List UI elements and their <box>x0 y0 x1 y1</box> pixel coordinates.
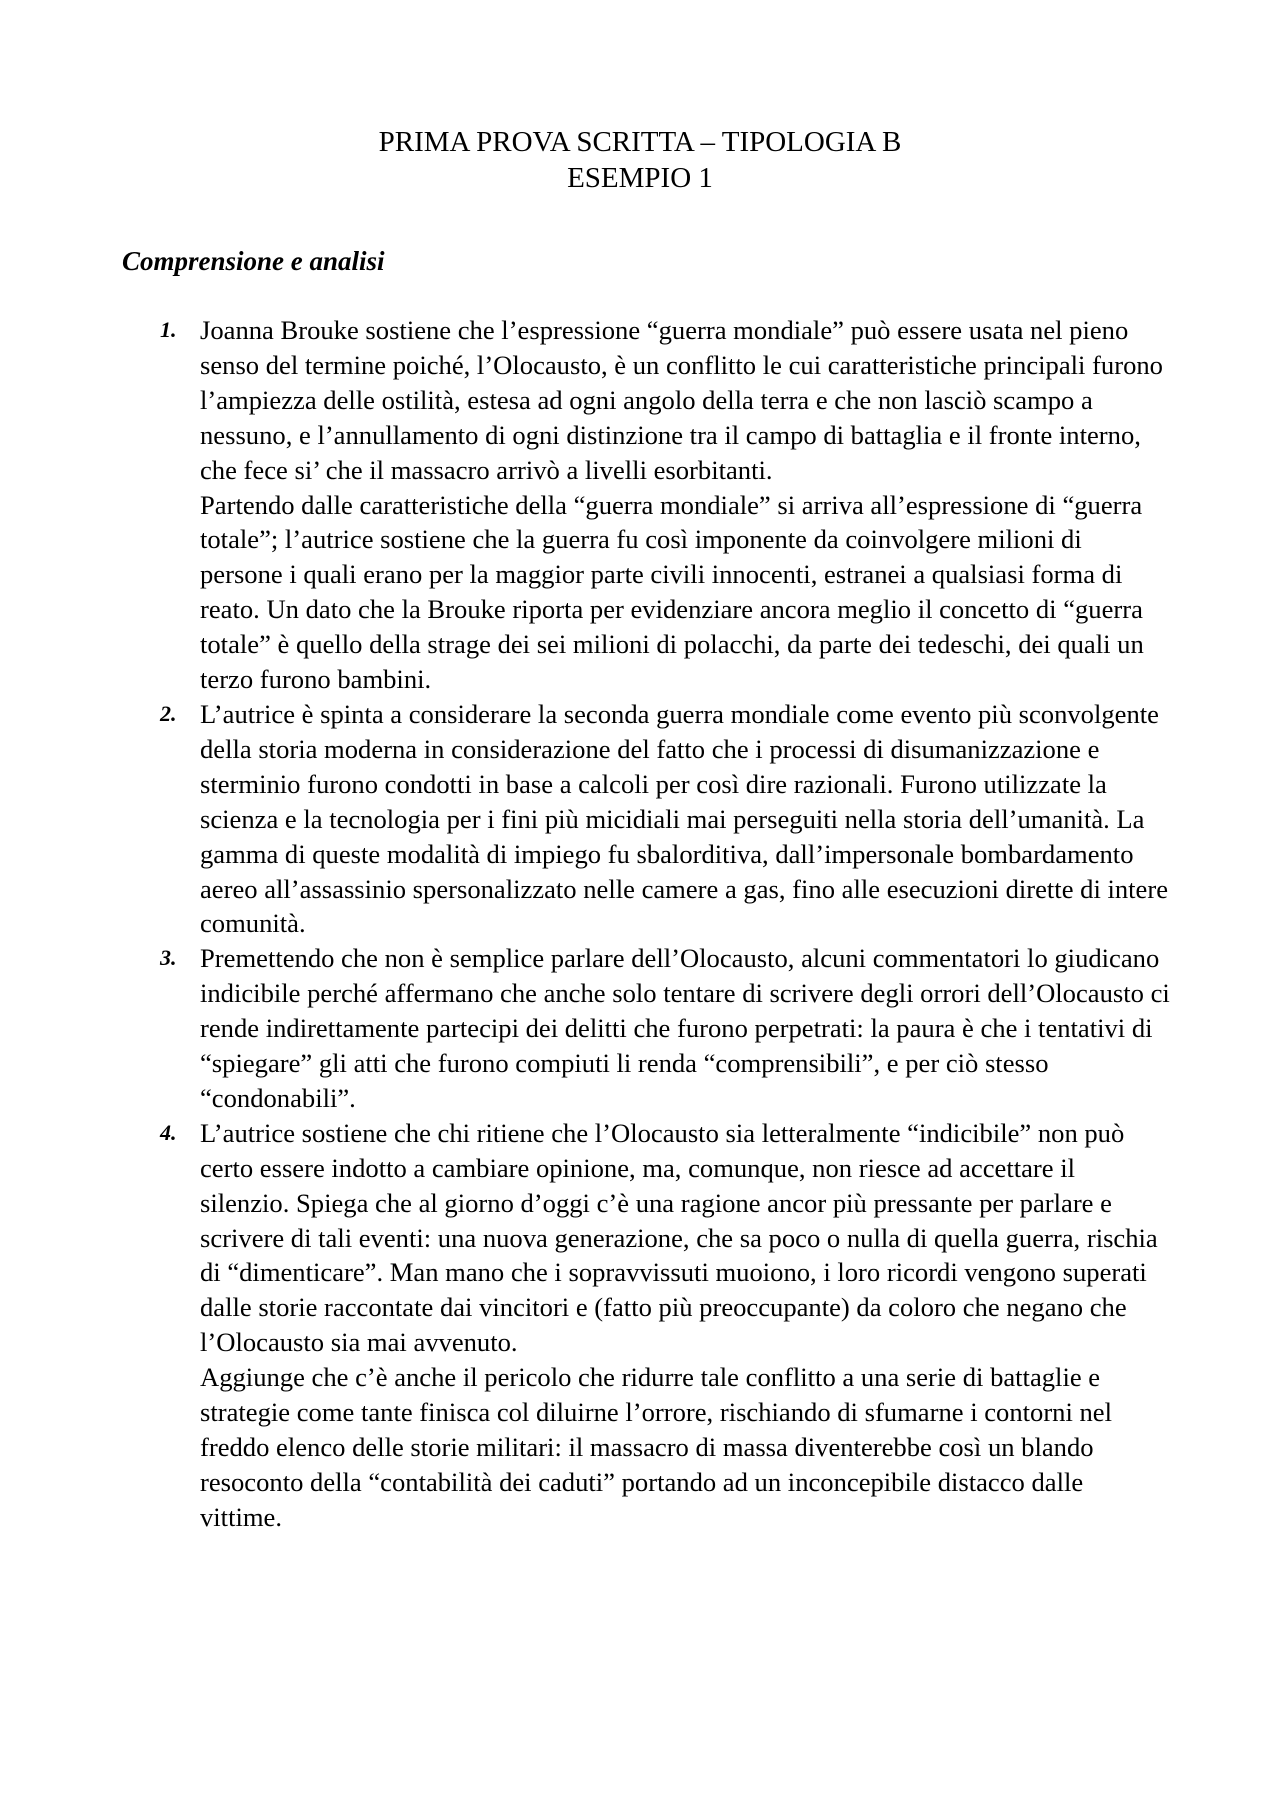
answer-paragraph: Aggiunge che c’è anche il pericolo che ridurre tale conflitto a una serie di battaglie e strategie come tante finisca col diluirne l’orrore, rischiando di sfumarne i contorni nel freddo elenco delle storie militari: il massacro di massa diventerebbe così un blando resoconto della “contabilità dei caduti” portando ad un inconcepibile distacco dalle vittime. <box>200 1362 1112 1532</box>
answer-number: 2. <box>160 700 177 726</box>
title-line-2: ESEMPIO 1 <box>567 162 713 194</box>
answers-list <box>160 313 1170 1535</box>
answer-paragraph: Premettendo che non è semplice parlare dell’Olocausto, alcuni commentatori lo giudicano indicibile perché affermano che anche solo tentare di scrivere degli orrori dell’Olocausto ci rende indirettamente partecipi dei delitti che furono perpetrati: la paura è che i tentativi di “spiegare” gli atti che furono compiuti li renda “comprensibili”, e per ciò stesso “condonabili”. <box>200 943 1170 1113</box>
answer-item-1 <box>160 313 1170 697</box>
answer-item-3 <box>160 941 1170 1116</box>
answer-paragraph: L’autrice è spinta a considerare la seconda guerra mondiale come evento più sconvolgente della storia moderna in considerazione del fatto che i processi di disumanizzazione e sterminio furono condotti in base a calcoli per così dire razionali. Furono utilizzate la scienza e la tecnologia per i fini più micidiali mai perseguiti nella storia dell’umanità. La gamma di queste modalità di impiego fu sbalorditiva, dall’impersonale bombardamento aereo all’assassinio spersonalizzato nelle camere a gas, fino alle esecuzioni dirette di intere comunità. <box>200 698 1169 939</box>
title-line-1: PRIMA PROVA SCRITTA – TIPOLOGIA B <box>378 126 902 158</box>
answer-paragraph: L’autrice sostiene che chi ritiene che l’Olocausto sia letteralmente “indicibile” non può certo essere indotto a cambiare opinione, ma, comunque, non riesce ad accettare il silenzio. Spiega che al giorno d’oggi c’è una ragione ancor più pressante per parlare e scrivere di tali eventi: una nuova generazione, che sa poco o nulla di quella guerra, rischia di “dimenticare”. Man mano che i sopravvissuti muoiono, i loro ricordi vengono superati dalle storie raccontate dai vincitori e (fatto più preoccupante) da coloro che negano che l’Olocausto sia mai avvenuto. <box>200 1117 1158 1358</box>
answer-paragraph: Partendo dalle caratteristiche della “guerra mondiale” si arriva all’espressione di “guerra totale”; l’autrice sostiene che la guerra fu così imponente da coinvolgere milioni di persone i quali erano per la maggior parte civili innocenti, estranei a qualsiasi forma di reato. Un dato che la Brouke riporta per evidenziare ancora meglio il concetto di “guerra totale” è quello della strage dei sei milioni di polacchi, da parte dei tedeschi, dei quali un terzo furono bambini. <box>200 489 1144 695</box>
section-heading: Comprensione e analisi <box>122 246 385 276</box>
answer-item-2 <box>160 697 1170 941</box>
answer-number: 4. <box>160 1119 177 1145</box>
answer-paragraph: Joanna Brouke sostiene che l’espressione “guerra mondiale” può essere usata nel pieno senso del termine poiché, l’Olocausto, è un conflitto le cui caratteristiche principali furono l’ampiezza delle ostilità, estesa ad ogni angolo della terra e che non lasciò scampo a nessuno, e l’annullamento di ogni distinzione tra il campo di battaglia e il fronte interno, che fece si’ che il massacro arrivò a livelli esorbitanti. <box>200 315 1163 485</box>
answer-item-4 <box>160 1116 1170 1535</box>
document-title <box>0 124 1280 196</box>
answer-number: 1. <box>160 317 177 342</box>
answer-number: 3. <box>160 945 177 971</box>
